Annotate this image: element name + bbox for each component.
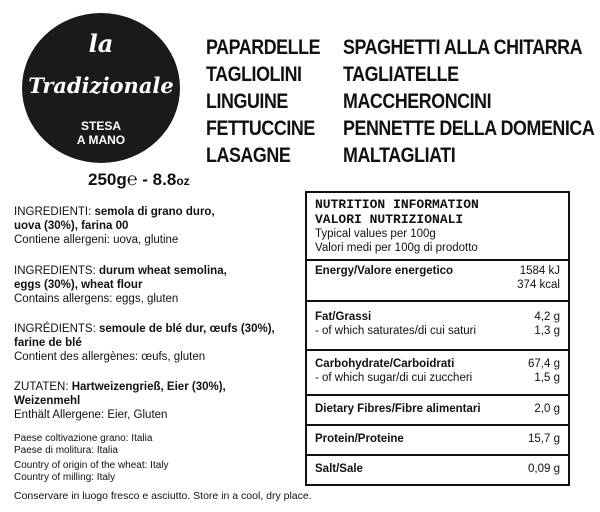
nutrient-sublabel: - of which sugar/di cui zuccheri	[315, 372, 473, 384]
origin-line: Country of origin of the wheat: Italy	[14, 460, 169, 471]
weight-oz-value: - 8.8	[137, 170, 177, 189]
nutrient-sublabel: - of which saturates/di cui saturi	[315, 325, 477, 337]
weight-grams: 250g	[88, 170, 127, 189]
ingredients-label: INGRÉDIENTS:	[14, 323, 99, 335]
ingredients-body: farine de blé	[14, 337, 82, 349]
nutrient-value: 374 kcal	[517, 279, 560, 291]
nutrient-label: Fat/Grassi	[315, 311, 372, 323]
logo-name: Tradizionale	[28, 73, 174, 98]
ingredients-fr	[14, 322, 275, 364]
logo-tagline-line2: A MANO	[76, 133, 126, 147]
ingredients-body: durum wheat semolina,	[98, 265, 227, 277]
origin-line: Country of milling: Italy	[14, 472, 116, 483]
ingredients-body: Hartweizengrieß, Eier (30%),	[71, 381, 226, 393]
ingredients-de	[14, 380, 226, 422]
pasta-item: TAGLIATELLE	[343, 63, 459, 86]
origin-line: Paese coltivazione grano: Italia	[14, 433, 153, 444]
allergens-text: Contiene allergeni: uova, glutine	[14, 234, 179, 246]
ingredients-label: INGREDIENTI:	[14, 206, 95, 218]
nutrition-row-protein	[307, 426, 568, 456]
pasta-item: PAPARDELLE	[206, 36, 321, 59]
pasta-list-left	[206, 34, 320, 169]
ingredients-label: ZUTATEN:	[14, 381, 72, 393]
nutrient-value: 2,0 g	[534, 403, 560, 415]
pasta-item: MACCHERONCINI	[343, 90, 492, 113]
nutrient-value: 1,3 g	[534, 325, 560, 337]
logo-top-text: la	[88, 29, 114, 58]
nutrient-value: 15,7 g	[528, 433, 560, 445]
logo-tagline-line1: STESA	[80, 119, 121, 133]
pasta-item: PENNETTE DELLA DOMENICA	[343, 117, 595, 140]
nutrition-table	[305, 191, 570, 486]
ingredients-en	[14, 264, 227, 306]
logo-tagline	[22, 119, 180, 147]
nutrition-header	[307, 193, 568, 261]
ingredients-body: Weizenmehl	[14, 395, 81, 407]
ingredients-it	[14, 205, 215, 247]
nutrition-row-fat	[307, 302, 568, 351]
net-weight	[88, 169, 190, 190]
ingredients-body: eggs (30%), wheat flour	[14, 279, 143, 291]
nutrient-label: Energy/Valore energetico	[315, 265, 454, 277]
allergens-text: Contient des allergènes: œufs, gluten	[14, 351, 206, 363]
nutrition-row-carbohydrate	[307, 351, 568, 396]
pasta-list-right	[343, 34, 594, 169]
origin-en	[14, 460, 169, 484]
nutrition-row-energy	[307, 261, 568, 302]
pasta-item: FETTUCCINE	[206, 117, 315, 140]
ingredients-body: semoule de blé dur, œufs (30%),	[98, 323, 275, 335]
nutrient-value: 1584 kJ	[519, 265, 560, 277]
storage-instructions: Conservare in luogo fresco e asciutto. Store in a cool, dry place.	[14, 490, 312, 502]
origin-line: Paese di molitura: Italia	[14, 445, 118, 456]
nutrition-title-it: VALORI NUTRIZIONALI	[315, 212, 464, 227]
brand-logo	[22, 13, 180, 163]
origin-it	[14, 433, 152, 457]
nutrient-value: 4,2 g	[534, 311, 560, 323]
ingredients-body: semola di grano duro,	[94, 206, 215, 218]
nutrient-label: Dietary Fibres/Fibre alimentari	[315, 403, 481, 415]
nutrient-label: Carbohydrate/Carboidrati	[315, 358, 455, 370]
pasta-item: LINGUINE	[206, 90, 288, 113]
nutrient-label: Protein/Proteine	[315, 433, 404, 445]
nutrient-value: 67,4 g	[528, 358, 560, 370]
nutrition-row-salt	[307, 456, 568, 484]
allergens-text: Contains allergens: eggs, gluten	[14, 293, 179, 305]
nutrition-row-fibre	[307, 396, 568, 426]
nutrient-value: 1,5 g	[534, 372, 560, 384]
pasta-item: LASAGNE	[206, 144, 291, 167]
weight-oz-unit: oz	[176, 174, 190, 188]
ingredients-body: uova (30%), farina 00	[14, 220, 129, 232]
nutrient-value: 0,09 g	[528, 463, 560, 475]
ingredients-label: INGREDIENTS:	[14, 265, 99, 277]
nutrition-subtitle-it: Valori medi per 100g di prodotto	[315, 242, 478, 254]
pasta-item: SPAGHETTI ALLA CHITARRA	[343, 36, 583, 59]
pasta-item: MALTAGLIATI	[343, 144, 456, 167]
estimated-sign-icon: ℮	[126, 169, 138, 189]
pasta-item: TAGLIOLINI	[206, 63, 302, 86]
nutrition-title: NUTRITION INFORMATION	[315, 197, 479, 212]
allergens-text: Enthält Allergene: Eier, Gluten	[14, 409, 168, 421]
nutrient-label: Salt/Sale	[315, 463, 363, 475]
nutrition-subtitle: Typical values per 100g	[315, 228, 436, 240]
